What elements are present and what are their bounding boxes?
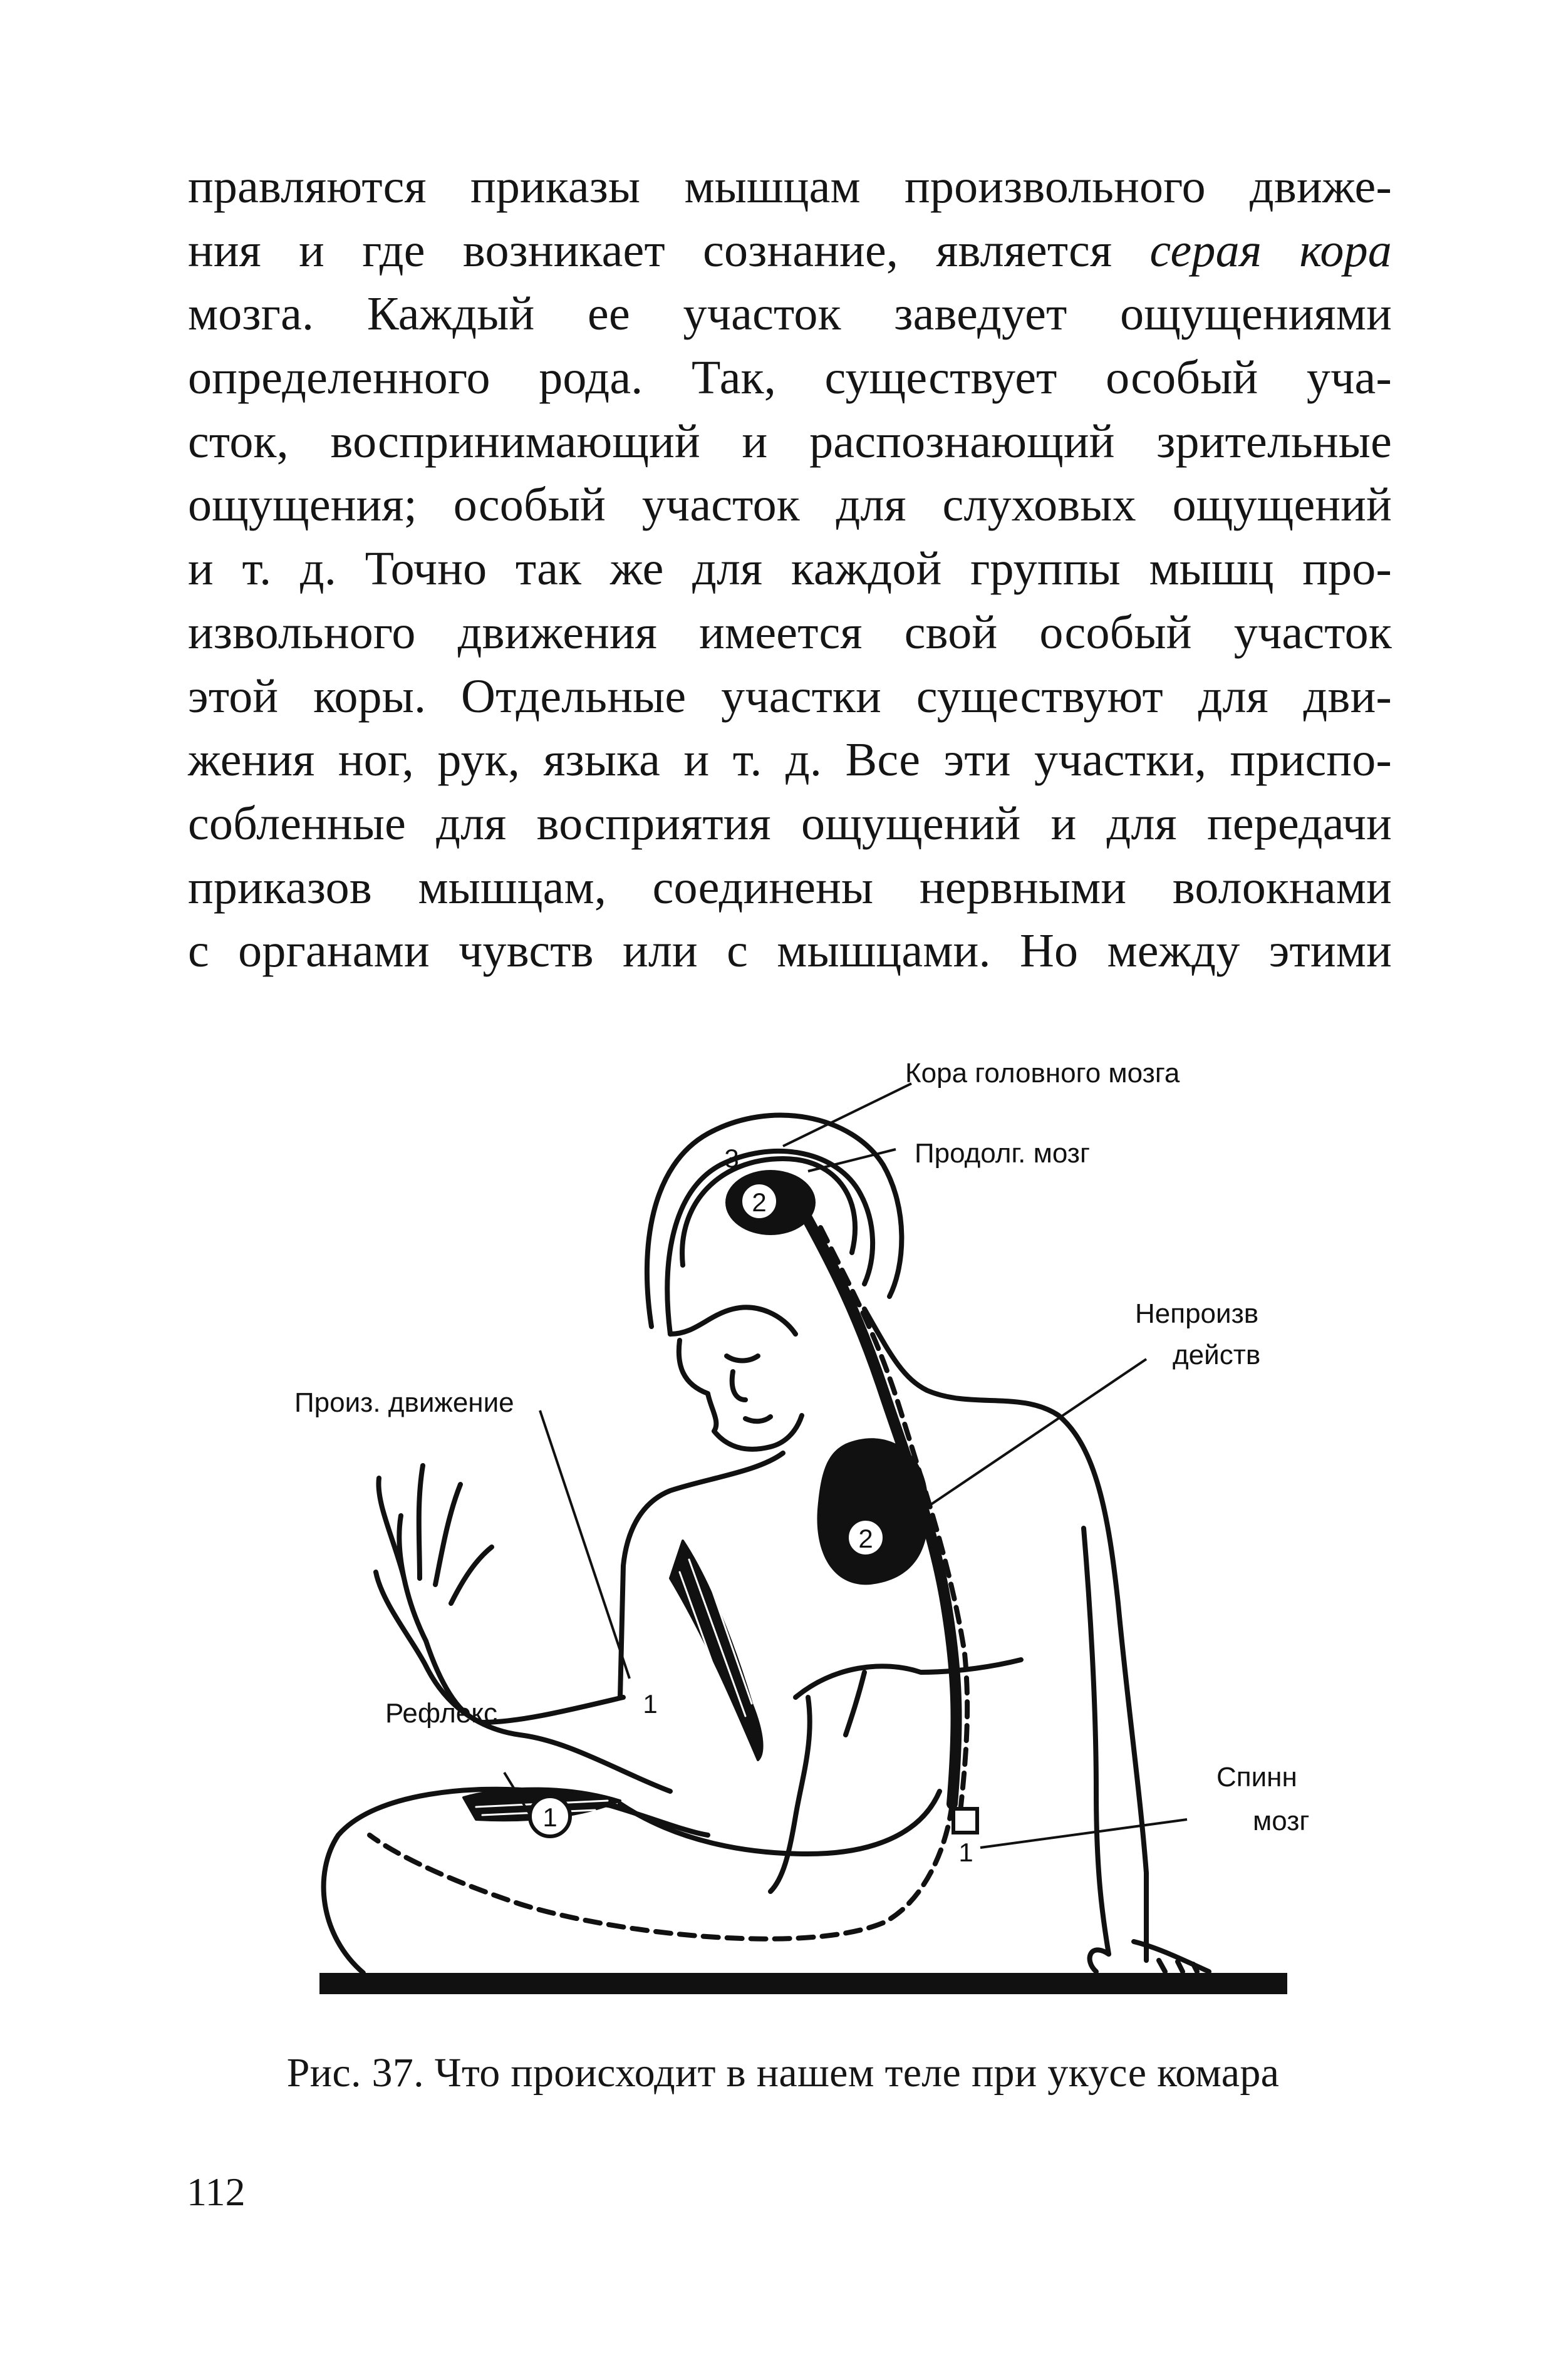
pointer-spinal [980, 1819, 1187, 1848]
mouth [745, 1417, 770, 1421]
label-involuntary-line1: Непроизв [1135, 1298, 1259, 1329]
text-line: приказов мышцам, соединены нервными волокнами [188, 861, 1392, 914]
text-line: с органами чувств или с мышцами. Но между этими [188, 924, 1392, 978]
nervous-system-diagram [269, 1040, 1334, 2017]
face-outline [679, 1340, 802, 1449]
label-spinal-line2: мозг [1253, 1806, 1310, 1836]
arm-muscle [670, 1541, 762, 1760]
body-text [188, 155, 1392, 983]
right-arm-inner [1084, 1528, 1109, 1954]
pointer-involuntary [896, 1359, 1146, 1528]
hair-line [670, 1307, 796, 1334]
nose [732, 1372, 745, 1400]
italic-term: серая кора [1149, 224, 1392, 277]
text-line [188, 219, 1392, 283]
label-cortex: Кора головного мозга [905, 1058, 1180, 1089]
figure-caption: Рис. 37. Что происходит в нашем теле при укусе комара [286, 2050, 1280, 2096]
text-line: ощущения; особый участок для слуховых ощущений [188, 479, 1392, 532]
text-line: и т. д. Точно так же для каждой группы мышц про- [188, 542, 1392, 596]
floor-bar [319, 1973, 1287, 1994]
neck-right-shoulder [864, 1309, 1146, 1960]
stomach [846, 1672, 864, 1735]
marker-heart-2-text: 2 [858, 1524, 873, 1553]
eye [727, 1356, 758, 1361]
text-line: сток, воспринимающий и распознающий зрительные [188, 415, 1392, 468]
label-medulla: Продолг. мозг [915, 1138, 1091, 1169]
label-spinal-line1: Спинн [1216, 1762, 1297, 1793]
pointer-voluntary [540, 1410, 630, 1679]
left-hand [376, 1466, 492, 1666]
text-line: этой коры. Отдельные участки существуют для дви- [188, 670, 1392, 723]
heart [817, 1438, 928, 1585]
label-voluntary: Произ. движение [294, 1387, 514, 1418]
text-line: определенного рода. Так, существует особый уча- [188, 351, 1392, 405]
marker-brain-3-text: 3 [724, 1144, 739, 1173]
left-arm-lower [426, 1666, 670, 1791]
label-reflex: Рефлекс [385, 1698, 498, 1729]
text-line: собленные для восприятия ощущений и для передачи [188, 797, 1392, 850]
marker-spine-box [953, 1809, 977, 1833]
text-line: правляются приказы мышцам произвольного движе- [188, 160, 1392, 213]
page-number: 112 [187, 2170, 246, 2214]
chest-line [796, 1660, 1021, 1697]
text-line: извольного движения имеется свой особый участок [188, 606, 1392, 659]
text-line: мозга. Каждый ее участок заведует ощущениями [188, 287, 1392, 341]
text-segment: ния и где возникает сознание, является [188, 224, 1112, 277]
marker-arm-1-text: 1 [643, 1689, 658, 1719]
marker-spine-1-text: 1 [958, 1838, 973, 1867]
text-line: жения ног, рук, языка и т. д. Все эти участки, приспо- [188, 733, 1392, 787]
marker-brain-2-text: 2 [752, 1187, 767, 1217]
marker-leg-1-text: 1 [542, 1803, 557, 1832]
label-involuntary-line2: действ [1173, 1340, 1261, 1370]
figure-37 [269, 1040, 1334, 2017]
torso-left [770, 1697, 810, 1891]
